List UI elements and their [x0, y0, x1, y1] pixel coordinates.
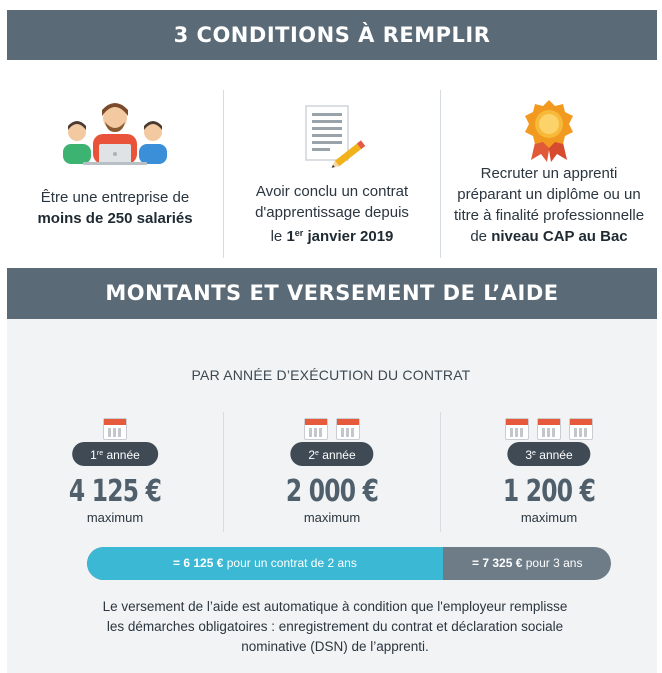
two-year-total: [173, 547, 357, 580]
year-1-amount: [7, 412, 223, 532]
three-year-label: pour 3 ans: [525, 556, 583, 570]
calendar-group: [7, 418, 223, 440]
year-label: année: [322, 448, 356, 462]
condition-prefix: de: [470, 228, 488, 245]
amounts-header: MONTANTS ET VERSEMENT DE L’AIDE: [7, 268, 657, 319]
amount-value: 4 125 €: [68, 474, 162, 509]
condition-highlight: moins de 250 salariés: [37, 210, 193, 227]
note-line: nominative (DSN) de l’apprenti.: [241, 639, 429, 654]
condition-company-size: [7, 90, 223, 258]
calendar-icon: [103, 418, 127, 440]
medal-icon: [519, 98, 579, 164]
note-line: Le versement de l’aide est automatique à condition que l'employeur remplisse: [102, 599, 568, 614]
date-ordinal: er: [294, 228, 304, 238]
year-3-amount: [440, 412, 657, 532]
condition-line: titre à finalité professionnelle: [453, 207, 645, 224]
amount-caption: maximum: [520, 510, 578, 525]
condition-diploma-level: [440, 90, 657, 258]
condition-company-size-text: [7, 187, 223, 229]
year-label: année: [539, 448, 573, 462]
two-year-label: pour un contrat de 2 ans: [226, 556, 357, 570]
amount-value: 2 000 €: [285, 474, 379, 509]
calendar-icon: [569, 418, 593, 440]
conditions-section: [7, 90, 657, 258]
year-2-amount: [223, 412, 440, 532]
team-icon: [55, 96, 175, 166]
calendar-icon: [336, 418, 360, 440]
three-year-amount: = 7 325 €: [472, 556, 523, 570]
condition-line: Avoir conclu un contrat: [255, 183, 409, 200]
three-year-total: [472, 547, 582, 580]
calendar-icon: [505, 418, 529, 440]
amount-caption: maximum: [86, 510, 144, 525]
year-label: année: [106, 448, 140, 462]
amounts-subtitle: PAR ANNÉE D’EXÉCUTION DU CONTRAT: [191, 367, 471, 383]
year-badge: [290, 442, 373, 466]
condition-diploma-level-text: [441, 163, 657, 247]
condition-line: Être une entreprise de: [40, 189, 190, 206]
contract-icon: [292, 104, 372, 168]
condition-prefix: le: [270, 228, 283, 245]
payment-note: [80, 597, 590, 657]
condition-line: préparant un diplôme ou un: [457, 186, 641, 203]
condition-highlight: niveau CAP au Bac: [491, 228, 628, 245]
date-rest: janvier 2019: [307, 228, 394, 245]
amount-caption: maximum: [303, 510, 361, 525]
note-line: les démarches obligatoires : enregistrement du contrat et déclaration sociale: [106, 619, 564, 634]
condition-line: d'apprentissage depuis: [255, 204, 409, 221]
date-number: 1: [286, 228, 295, 245]
calendar-icon: [537, 418, 561, 440]
year-badge: [72, 442, 158, 466]
year-ordinal: e: [532, 450, 536, 457]
year-number: 2: [308, 448, 316, 462]
amount-value: 1 200 €: [502, 474, 596, 509]
year-number: 3: [525, 448, 533, 462]
year-badge: [507, 442, 590, 466]
year-ordinal: e: [315, 450, 319, 457]
condition-line: Recruter un apprenti: [480, 165, 618, 182]
two-year-amount: = 6 125 €: [173, 556, 224, 570]
condition-contract-date-text: [224, 181, 440, 247]
calendar-icon: [304, 418, 328, 440]
calendar-group: [441, 418, 657, 440]
totals-bar: [87, 547, 611, 580]
conditions-header: 3 CONDITIONS À REMPLIR: [7, 10, 657, 60]
year-number: 1: [90, 448, 97, 462]
calendar-group: [224, 418, 440, 440]
year-ordinal: re: [96, 450, 104, 457]
yearly-amounts: [7, 412, 657, 532]
condition-contract-date: [223, 90, 440, 258]
